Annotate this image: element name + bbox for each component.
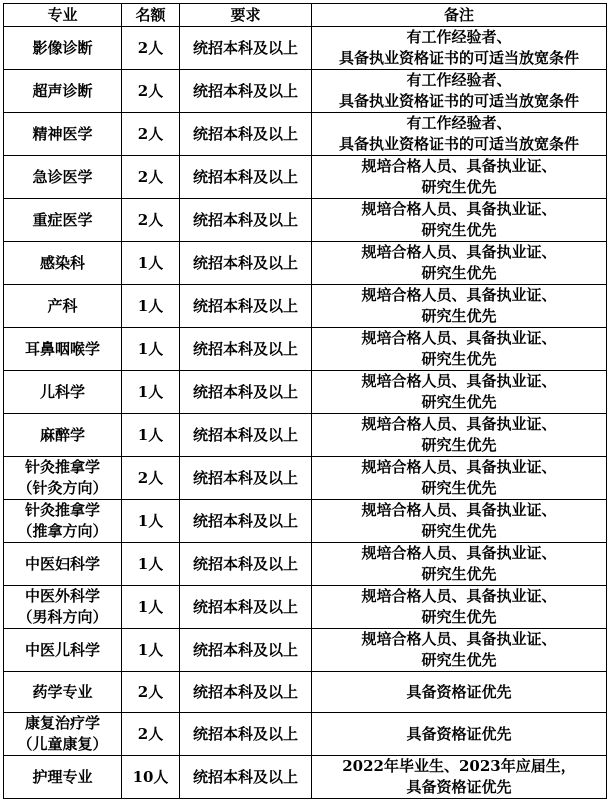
table-row <box>4 199 607 242</box>
note-cell-line: 规培合格人员、具备执业证、 <box>361 286 557 304</box>
note-cell-line: 规培合格人员、具备执业证、 <box>361 200 557 218</box>
major-cell-line: （男科方向） <box>17 608 108 626</box>
major-cell-line: 中医妇科学 <box>24 554 100 573</box>
requirement-cell: 统招本科及以上 <box>180 457 312 500</box>
note-cell <box>312 457 607 500</box>
note-cell <box>312 285 607 328</box>
major-cell <box>4 113 122 156</box>
note-cell-line: 规培合格人员、具备执业证、 <box>361 544 557 562</box>
table-row <box>4 328 607 371</box>
quota-cell: 1人 <box>122 586 180 629</box>
table-row <box>4 672 607 713</box>
quota-cell: 1人 <box>122 242 180 285</box>
note-cell-line: 有工作经验者、 <box>406 71 512 89</box>
major-cell <box>4 629 122 672</box>
quota-cell: 1人 <box>122 629 180 672</box>
note-cell <box>312 242 607 285</box>
note-cell <box>312 328 607 371</box>
major-cell <box>4 27 122 70</box>
note-cell-line: 规培合格人员、具备执业证、 <box>361 415 557 433</box>
note-cell-line: 有工作经验者、 <box>406 114 512 132</box>
note-cell-line: 规培合格人员、具备执业证、 <box>361 157 557 175</box>
major-cell-line: 针灸推拿学 <box>24 501 100 519</box>
note-cell-line: 具备执业资格证书的可适当放宽条件 <box>338 92 579 110</box>
header-major: 专业 <box>4 4 122 27</box>
note-cell-line: 规培合格人员、具备执业证、 <box>361 501 557 519</box>
major-cell-line: 护理专业 <box>32 767 93 786</box>
requirement-cell: 统招本科及以上 <box>180 242 312 285</box>
table-row <box>4 113 607 156</box>
table-row <box>4 371 607 414</box>
note-cell <box>312 156 607 199</box>
table-row <box>4 285 607 328</box>
major-cell-line: 麻醉学 <box>39 425 85 444</box>
table-row <box>4 500 607 543</box>
requirement-cell: 统招本科及以上 <box>180 199 312 242</box>
requirement-cell: 统招本科及以上 <box>180 285 312 328</box>
note-cell-line: 规培合格人员、具备执业证、 <box>361 458 557 476</box>
table-row <box>4 629 607 672</box>
note-cell-line: 规培合格人员、具备执业证、 <box>361 329 557 347</box>
major-cell <box>4 371 122 414</box>
major-cell-line: 康复治疗学 <box>24 714 100 732</box>
major-cell <box>4 713 122 756</box>
note-cell-line: 研究生优先 <box>421 608 497 626</box>
note-cell <box>312 756 607 799</box>
requirement-cell: 统招本科及以上 <box>180 713 312 756</box>
major-cell <box>4 500 122 543</box>
note-cell <box>312 371 607 414</box>
table-row <box>4 27 607 70</box>
note-cell <box>312 27 607 70</box>
quota-cell: 2人 <box>122 672 180 713</box>
requirement-cell: 统招本科及以上 <box>180 500 312 543</box>
table-row <box>4 242 607 285</box>
major-cell <box>4 543 122 586</box>
note-cell <box>312 414 607 457</box>
note-cell-line: 研究生优先 <box>421 221 497 239</box>
major-cell <box>4 586 122 629</box>
major-cell-line: 儿科学 <box>39 382 85 401</box>
major-cell-line: （儿童康复） <box>17 735 108 753</box>
quota-cell: 1人 <box>122 543 180 586</box>
major-cell-line: 针灸推拿学 <box>24 458 100 476</box>
quota-cell: 2人 <box>122 70 180 113</box>
major-cell <box>4 457 122 500</box>
note-cell-line: 具备执业资格证书的可适当放宽条件 <box>338 135 579 153</box>
major-cell-line: （推拿方向） <box>17 522 108 540</box>
note-cell-line: 研究生优先 <box>421 350 497 368</box>
major-cell-line: 重症医学 <box>32 210 93 229</box>
requirement-cell: 统招本科及以上 <box>180 543 312 586</box>
header-requirement: 要求 <box>180 4 312 27</box>
requirement-cell: 统招本科及以上 <box>180 70 312 113</box>
quota-cell: 2人 <box>122 156 180 199</box>
table-row <box>4 156 607 199</box>
note-cell-line: 研究生优先 <box>421 522 497 540</box>
table-row <box>4 756 607 799</box>
note-cell-line: 研究生优先 <box>421 264 497 282</box>
major-cell <box>4 156 122 199</box>
note-cell-line: 研究生优先 <box>421 393 497 411</box>
note-cell-line: 研究生优先 <box>421 178 497 196</box>
major-cell <box>4 199 122 242</box>
note-cell <box>312 500 607 543</box>
note-cell-line: 研究生优先 <box>421 651 497 669</box>
note-cell-line: 研究生优先 <box>421 436 497 454</box>
major-cell-line: 急诊医学 <box>32 167 93 186</box>
requirement-cell: 统招本科及以上 <box>180 586 312 629</box>
note-cell-line: 具备资格证优先 <box>406 682 512 701</box>
major-cell-line: 精神医学 <box>32 124 93 143</box>
note-cell-line: 研究生优先 <box>421 307 497 325</box>
major-cell <box>4 70 122 113</box>
quota-cell: 1人 <box>122 371 180 414</box>
note-cell-line: 研究生优先 <box>421 479 497 497</box>
major-cell <box>4 756 122 799</box>
major-cell <box>4 328 122 371</box>
major-cell-line: （针灸方向） <box>17 479 108 497</box>
major-cell <box>4 672 122 713</box>
note-cell-line: 有工作经验者、 <box>406 28 512 46</box>
table-row <box>4 457 607 500</box>
quota-cell: 2人 <box>122 713 180 756</box>
requirement-cell: 统招本科及以上 <box>180 629 312 672</box>
quota-cell: 2人 <box>122 457 180 500</box>
note-cell-line: 2022年毕业生、2023年应届生， <box>342 757 576 775</box>
major-cell <box>4 414 122 457</box>
note-cell-line: 规培合格人员、具备执业证、 <box>361 630 557 648</box>
major-cell <box>4 242 122 285</box>
major-cell-line: 产科 <box>47 296 78 315</box>
quota-cell: 1人 <box>122 414 180 457</box>
note-cell <box>312 70 607 113</box>
table-row <box>4 543 607 586</box>
note-cell <box>312 629 607 672</box>
major-cell-line: 中医儿科学 <box>24 640 100 659</box>
note-cell-line: 规培合格人员、具备执业证、 <box>361 587 557 605</box>
quota-cell: 2人 <box>122 27 180 70</box>
requirement-cell: 统招本科及以上 <box>180 113 312 156</box>
table-row <box>4 713 607 756</box>
note-cell <box>312 199 607 242</box>
major-cell-line: 超声诊断 <box>32 81 93 100</box>
quota-cell: 1人 <box>122 328 180 371</box>
header-row <box>4 4 607 27</box>
quota-cell: 10人 <box>122 756 180 799</box>
table-row <box>4 586 607 629</box>
recruitment-table <box>3 3 607 799</box>
quota-cell: 2人 <box>122 199 180 242</box>
major-cell-line: 中医外科学 <box>24 587 100 605</box>
major-cell-line: 耳鼻咽喉学 <box>24 339 100 358</box>
header-quota: 名额 <box>122 4 180 27</box>
requirement-cell: 统招本科及以上 <box>180 27 312 70</box>
major-cell-line: 影像诊断 <box>32 38 93 57</box>
note-cell-line: 具备资格证优先 <box>406 724 512 743</box>
header-note: 备注 <box>312 4 607 27</box>
requirement-cell: 统招本科及以上 <box>180 756 312 799</box>
major-cell <box>4 285 122 328</box>
note-cell-line: 具备资格证优先 <box>406 778 512 796</box>
note-cell-line: 研究生优先 <box>421 565 497 583</box>
major-cell-line: 药学专业 <box>32 682 93 701</box>
note-cell <box>312 543 607 586</box>
table-row <box>4 414 607 457</box>
note-cell <box>312 586 607 629</box>
quota-cell: 1人 <box>122 500 180 543</box>
note-cell-line: 规培合格人员、具备执业证、 <box>361 372 557 390</box>
requirement-cell: 统招本科及以上 <box>180 156 312 199</box>
requirement-cell: 统招本科及以上 <box>180 414 312 457</box>
major-cell-line: 感染科 <box>39 253 85 272</box>
requirement-cell: 统招本科及以上 <box>180 328 312 371</box>
note-cell <box>312 672 607 713</box>
note-cell <box>312 713 607 756</box>
note-cell-line: 规培合格人员、具备执业证、 <box>361 243 557 261</box>
table-row <box>4 70 607 113</box>
requirement-cell: 统招本科及以上 <box>180 672 312 713</box>
note-cell-line: 具备执业资格证书的可适当放宽条件 <box>338 49 579 67</box>
quota-cell: 1人 <box>122 285 180 328</box>
quota-cell: 2人 <box>122 113 180 156</box>
table-body <box>4 27 607 799</box>
requirement-cell: 统招本科及以上 <box>180 371 312 414</box>
note-cell <box>312 113 607 156</box>
